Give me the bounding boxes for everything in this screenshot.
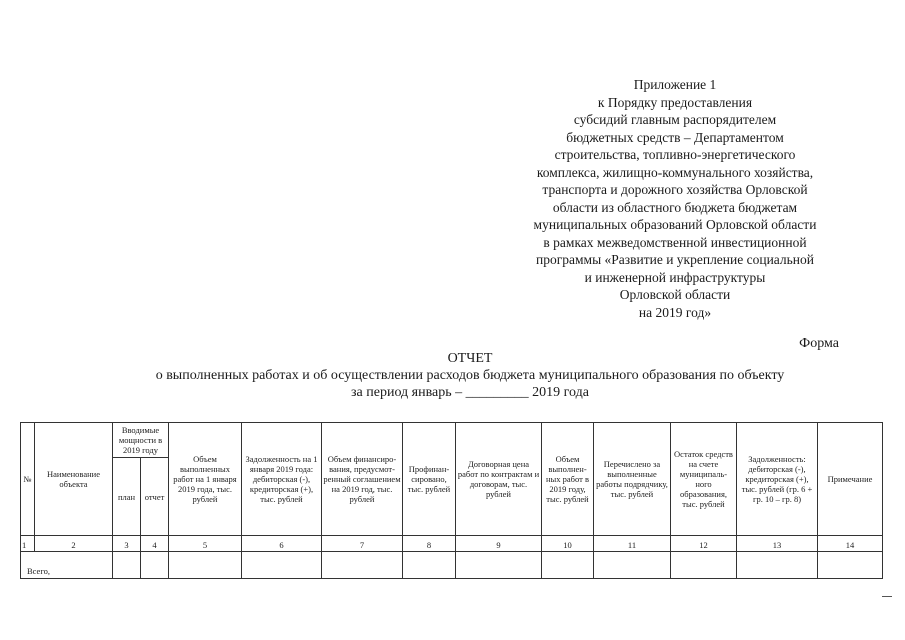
column-number: 3 [113, 536, 141, 552]
header-debt-start: Задолженность на 1 января 2019 года: дебиторская (-), кредиторская (+), тыс. рублей [242, 423, 322, 536]
appendix-line: и инженерной инфраструктуры [584, 269, 766, 285]
column-number: 11 [594, 536, 671, 552]
table-cell [113, 552, 141, 579]
appendix-line: к Порядку предоставления [597, 94, 753, 110]
appendix-line: программы «Развитие и укрепление социальной [535, 252, 815, 267]
table-cell [594, 552, 671, 579]
header-plan: план [113, 458, 141, 536]
header-report: отчет [141, 458, 169, 536]
table-cell [403, 552, 456, 579]
header-debt: Задолженность: дебиторская (-), кредиторская (+), тыс. рублей (гр. 6 + гр. 10 – гр. 8) [737, 423, 818, 536]
header-volume-done: Объем выполненных работ на 1 января 2019 года, тыс. рублей [169, 423, 242, 536]
header-financing: Объем финансиро-вания, предусмот-ренный соглашением на 2019 год, тыс. рублей [322, 423, 403, 536]
table-cell [242, 552, 322, 579]
form-label: Форма [799, 336, 839, 351]
scan-mark [882, 596, 892, 600]
header-balance: Остаток средств на счете муниципаль-ного образования, тыс. рублей [671, 423, 737, 536]
column-number: 12 [671, 536, 737, 552]
table-cell [169, 552, 242, 579]
report-title: ОТЧЕТ [447, 351, 493, 366]
report-period: за период январь – _________ 2019 года [351, 385, 589, 400]
table-cell [818, 552, 883, 579]
appendix-line: комплекса, жилищно-коммунального хозяйства, [536, 164, 814, 180]
column-numbers-row [21, 536, 883, 552]
header-num: № [21, 423, 35, 536]
total-row [21, 552, 883, 579]
column-number: 1 [21, 536, 35, 552]
appendix-line: на 2019 год» [638, 304, 712, 320]
table-cell [141, 552, 169, 579]
header-volume-2019: Объем выполнен-ных работ в 2019 году, тыс. рублей [542, 423, 594, 536]
appendix-line: бюджетных средств – Департаментом [566, 129, 784, 145]
appendix-line: Орловской области [619, 287, 731, 302]
appendix-header [440, 76, 905, 321]
appendix-line: транспорта и дорожного хозяйства Орловской [542, 182, 808, 197]
total-label: Всего, [21, 552, 113, 579]
column-number: 8 [403, 536, 456, 552]
header-note: Примечание [818, 423, 883, 536]
column-number: 2 [35, 536, 113, 552]
header-name: Наименование объекта [35, 423, 113, 536]
column-number: 14 [818, 536, 883, 552]
appendix-line: в рамках межведомственной инвестиционной [543, 234, 807, 250]
column-number: 6 [242, 536, 322, 552]
header-funded: Профинан-сировано, тыс. рублей [403, 423, 456, 536]
appendix-line: строительства, топливно-энергетического [554, 147, 796, 162]
table-cell [737, 552, 818, 579]
report-title-block [40, 350, 900, 401]
appendix-line: муниципальных образований Орловской области [533, 217, 817, 232]
header-capacity: Вводимые мощности в 2019 году [113, 423, 169, 458]
column-number: 13 [737, 536, 818, 552]
table-cell [671, 552, 737, 579]
appendix-line: области из областного бюджета бюджетам [552, 199, 798, 215]
appendix-line: Приложение 1 [633, 77, 717, 92]
column-number: 5 [169, 536, 242, 552]
header-row [21, 423, 883, 458]
table-cell [322, 552, 403, 579]
column-number: 10 [542, 536, 594, 552]
table-cell [542, 552, 594, 579]
column-number: 9 [456, 536, 542, 552]
column-number: 4 [141, 536, 169, 552]
header-contract-price: Договорная цена работ по контрактам и договорам, тыс. рублей [456, 423, 542, 536]
column-number: 7 [322, 536, 403, 552]
report-subtitle: о выполненных работах и об осуществлении расходов бюджета муниципального образования по объекту [155, 368, 785, 383]
header-transferred: Перечислено за выполненные работы подрядчику, тыс. рублей [594, 423, 671, 536]
appendix-line: субсидий главным распорядителем [573, 112, 777, 127]
report-table [20, 422, 883, 579]
table-cell [456, 552, 542, 579]
